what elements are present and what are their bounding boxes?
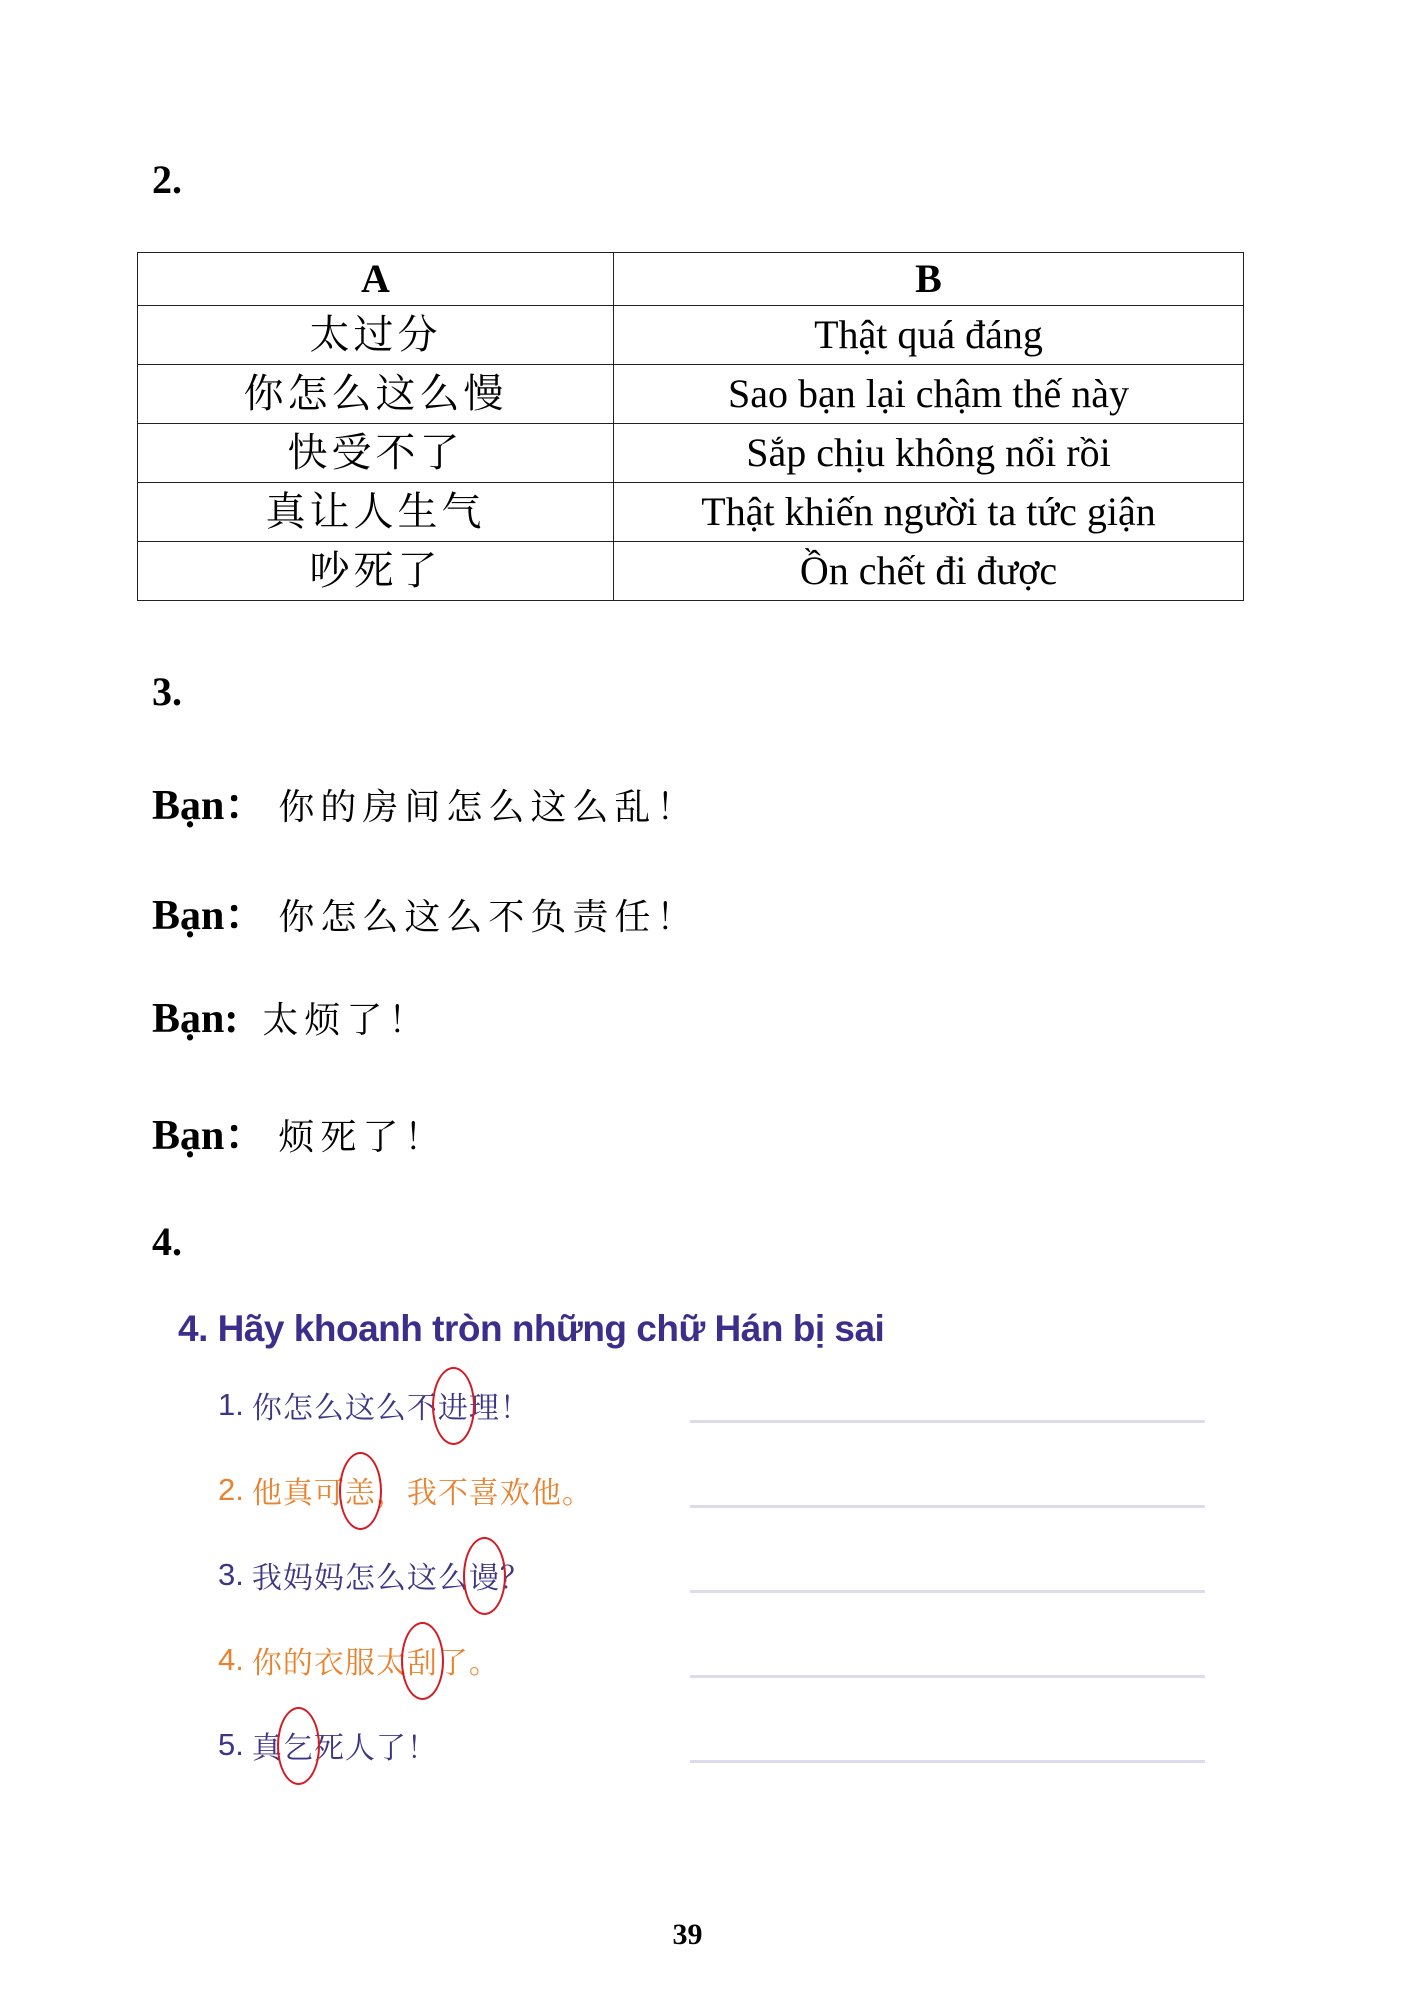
circled-wrong-character: 刮 <box>407 1638 438 1682</box>
table-row <box>138 424 1244 483</box>
speaker-label: Bạn： <box>152 1113 267 1159</box>
utterance: 烦死了！ <box>278 1117 447 1158</box>
utterance: 太烦了！ <box>262 1000 431 1041</box>
sentence-after: 了。 <box>437 1646 500 1681</box>
exercise-item <box>218 1638 500 1682</box>
utterance: 你的房间怎么这么乱！ <box>278 787 699 828</box>
table-header-row <box>138 253 1244 306</box>
item-number: 3. <box>218 1557 244 1592</box>
vietnamese-meaning: Sắp chịu không nổi rồi <box>614 424 1244 483</box>
column-header-a: A <box>138 253 614 306</box>
answer-line[interactable] <box>690 1760 1205 1763</box>
sentence-before: 你的衣服太 <box>251 1646 407 1681</box>
table-row <box>138 306 1244 365</box>
speaker-label: Bạn： <box>152 893 267 939</box>
sentence-after: ，我不喜欢他。 <box>375 1476 593 1511</box>
page-number: 39 <box>672 1918 703 1951</box>
column-header-b: B <box>614 253 1244 306</box>
item-number: 4. <box>218 1642 244 1677</box>
chinese-phrase: 真让人生气 <box>138 483 614 542</box>
dialogue-line <box>152 992 430 1043</box>
sentence-before: 他真可 <box>251 1476 345 1511</box>
chinese-phrase: 太过分 <box>138 306 614 365</box>
speaker-label: Bạn: <box>152 996 239 1042</box>
sentence-before: 真 <box>251 1731 283 1766</box>
item-number: 1. <box>218 1387 244 1422</box>
vietnamese-meaning: Thật khiến người ta tức giận <box>614 483 1244 542</box>
utterance: 你怎么这么不负责任！ <box>278 897 699 938</box>
answer-line[interactable] <box>690 1505 1205 1508</box>
circled-wrong-character: 谩 <box>469 1553 500 1597</box>
answer-line[interactable] <box>690 1675 1205 1678</box>
sentence-after: ？ <box>499 1561 531 1596</box>
circled-wrong-character: 乞 <box>283 1723 314 1767</box>
dialogue-line <box>152 882 698 942</box>
exercise-item <box>218 1468 593 1512</box>
item-number: 2. <box>218 1472 244 1507</box>
chinese-phrase: 吵死了 <box>138 542 614 601</box>
dialogue-line <box>152 772 698 832</box>
section-4-number: 4. <box>152 1219 182 1264</box>
dialogue-line <box>152 1102 446 1162</box>
item-number: 5. <box>218 1727 244 1762</box>
vietnamese-meaning: Ồn chết đi được <box>614 542 1244 601</box>
exercise-item <box>218 1553 531 1597</box>
table-row <box>138 542 1244 601</box>
vietnamese-meaning: Sao bạn lại chậm thế này <box>614 365 1244 424</box>
exercise-item <box>218 1383 531 1427</box>
sentence-before: 我妈妈怎么这么 <box>251 1561 469 1596</box>
section-2-number: 2. <box>152 157 182 202</box>
exercise-item <box>218 1723 438 1767</box>
matching-table <box>137 252 1244 601</box>
circled-wrong-character: 恙 <box>345 1468 376 1512</box>
vietnamese-meaning: Thật quá đáng <box>614 306 1244 365</box>
sentence-after: 理！ <box>468 1391 531 1426</box>
table-row <box>138 483 1244 542</box>
sentence-before: 你怎么这么不 <box>251 1391 438 1426</box>
exercise-title: 4. Hãy khoanh tròn những chữ Hán bị sai <box>178 1308 885 1349</box>
speaker-label: Bạn： <box>152 783 267 829</box>
sentence-after: 死人了！ <box>313 1731 438 1766</box>
chinese-phrase: 你怎么这么慢 <box>138 365 614 424</box>
circled-wrong-character: 进 <box>438 1383 469 1427</box>
table-row <box>138 365 1244 424</box>
chinese-phrase: 快受不了 <box>138 424 614 483</box>
answer-line[interactable] <box>690 1420 1205 1423</box>
section-3-number: 3. <box>152 669 182 714</box>
answer-line[interactable] <box>690 1590 1205 1593</box>
